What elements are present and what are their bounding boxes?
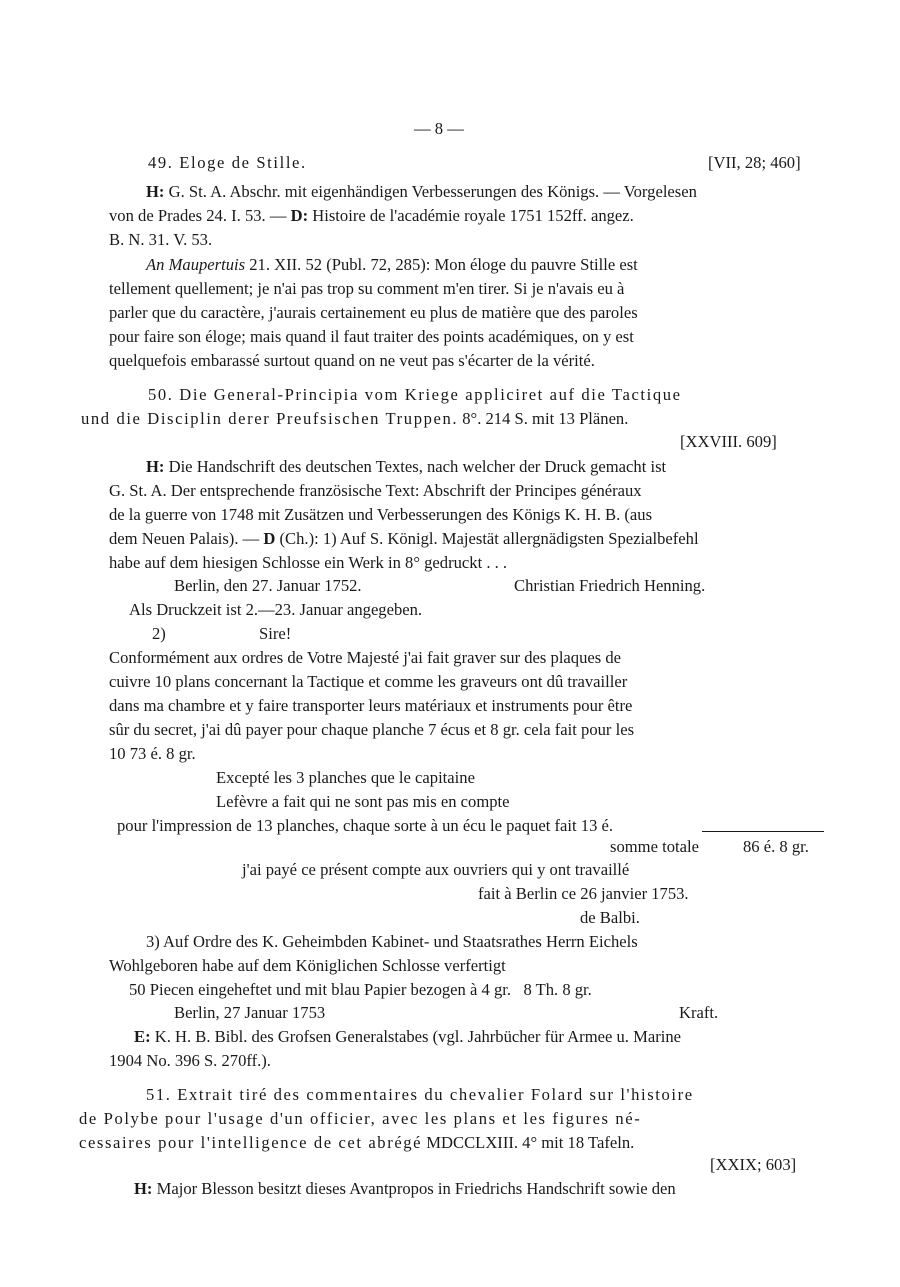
entry-heading: cessaires pour l'intelligence de cet abrégé MDCCLXIII. 4° mit 18 Tafeln.: [79, 1133, 635, 1152]
sum-label: somme totale: [610, 837, 699, 856]
entry-heading: 50. Die General-Principia vom Kriege appliciret auf die Tactique: [148, 385, 682, 404]
letter-date: fait à Berlin ce 26 janvier 1753.: [478, 884, 689, 903]
print-label: D: [263, 529, 276, 548]
letter-line: Wohlgeboren habe auf dem Königlichen Schlosse verfertigt: [109, 956, 506, 975]
entry-heading: 51. Extrait tiré des commentaires du chevalier Folard sur l'histoire: [146, 1085, 694, 1104]
entry-heading: de Polybe pour l'usage d'un officier, avec les plans et les figures né-: [79, 1109, 642, 1128]
salutation: Sire!: [259, 624, 292, 643]
source-line: de la guerre von 1748 mit Zusätzen und Verbesserungen des Königs K. H. B. (aus: [109, 505, 653, 524]
source-label: H:: [134, 1179, 153, 1198]
source-line: von de Prades 24. I. 53. — D: Histoire de l'académie royale 1751 152ff. angez.: [109, 206, 634, 225]
page-number: — 8 —: [414, 119, 464, 138]
letter-line: 50 Piecen eingeheftet und mit blau Papier bezogen à 4 gr. 8 Th. 8 gr.: [129, 980, 592, 999]
entry-heading: und die Disciplin derer Preufsischen Truppen. 8°. 214 S. mit 13 Plänen.: [81, 409, 629, 428]
signature: Christian Friedrich Henning.: [514, 576, 706, 595]
letter-line: sûr du secret, j'ai dû payer pour chaque planche 7 écus et 8 gr. cela fait pour les: [109, 720, 635, 739]
item-number: 2): [152, 624, 166, 643]
letter-line: j'ai payé ce présent compte aux ouvriers qui y ont travaillé: [242, 860, 630, 879]
source-label: H:: [146, 182, 165, 201]
letter-line: pour l'impression de 13 planches, chaque sorte à un écu le paquet fait 13 é.: [117, 816, 614, 835]
letter-line: 3) Auf Ordre des K. Geheimbden Kabinet- und Staatsrathes Herrn Eichels: [146, 932, 638, 951]
source-line: habe auf dem hiesigen Schlosse ein Werk in 8° gedruckt . . .: [109, 553, 508, 572]
letter-line: parler que du caractère, j'aurais certainement eu plus de matière que des paroles: [109, 303, 638, 322]
print-label: D:: [290, 206, 309, 225]
letter-line: dans ma chambre et y faire transporter leurs matériaux et instruments pour être: [109, 696, 633, 715]
sum-value: 86 é. 8 gr.: [743, 837, 809, 856]
place-date: Berlin, 27 Januar 1753: [174, 1003, 326, 1022]
edition-line: E: K. H. B. Bibl. des Grofsen Generalstabes (vgl. Jahrbücher für Armee u. Marine: [134, 1027, 681, 1046]
letter-line: tellement quellement; je n'ai pas trop su comment m'en tirer. Si je n'avais eu à: [109, 279, 625, 298]
source-line: H: Major Blesson besitzt dieses Avantpropos in Friedrichs Handschrift sowie den: [134, 1179, 676, 1198]
letter-line: pour faire son éloge; mais quand il faut traiter des points académiques, on y est: [109, 327, 634, 346]
volume-reference: [XXIX; 603]: [710, 1155, 797, 1174]
letter-recipient: An Maupertuis: [146, 255, 246, 274]
edition-line: 1904 No. 396 S. 270ff.).: [109, 1051, 271, 1070]
letter-line: Excepté les 3 planches que le capitaine: [216, 768, 475, 787]
letter-line: cuivre 10 plans concernant la Tactique et comme les graveurs ont dû travailler: [109, 672, 628, 691]
letter-line: quelquefois embarassé surtout quand on ne veut pas s'écarter de la vérité.: [109, 351, 595, 370]
source-label: H:: [146, 457, 165, 476]
source-line: B. N. 31. V. 53.: [109, 230, 213, 249]
letter-line: An Maupertuis 21. XII. 52 (Publ. 72, 285): Mon éloge du pauvre Stille est: [146, 255, 638, 274]
letter-line: Lefèvre a fait qui ne sont pas mis en compte: [216, 792, 510, 811]
note: Als Druckzeit ist 2.—23. Januar angegeben.: [129, 600, 423, 619]
place-date: Berlin, den 27. Januar 1752.: [174, 576, 362, 595]
letter-line: Conformément aux ordres de Votre Majesté j'ai fait graver sur des plaques de: [109, 648, 622, 667]
volume-reference: [XXVIII. 609]: [680, 432, 777, 451]
signature: Kraft.: [679, 1003, 719, 1022]
source-line: G. St. A. Der entsprechende französische Text: Abschrift der Principes généraux: [109, 481, 642, 500]
edition-label: E:: [134, 1027, 151, 1046]
volume-reference: [VII, 28; 460]: [708, 153, 801, 172]
sum-rule: [702, 831, 824, 832]
letter-line: 10 73 é. 8 gr.: [109, 744, 196, 763]
signature: de Balbi.: [580, 908, 640, 927]
source-line: H: G. St. A. Abschr. mit eigenhändigen Verbesserungen des Königs. — Vorgelesen: [146, 182, 697, 201]
source-line: dem Neuen Palais). — D (Ch.): 1) Auf S. Königl. Majestät allergnädigsten Spezialbefehl: [109, 529, 699, 548]
entry-heading: 49. Eloge de Stille.: [148, 153, 307, 172]
source-line: H: Die Handschrift des deutschen Textes, nach welcher der Druck gemacht ist: [146, 457, 667, 476]
